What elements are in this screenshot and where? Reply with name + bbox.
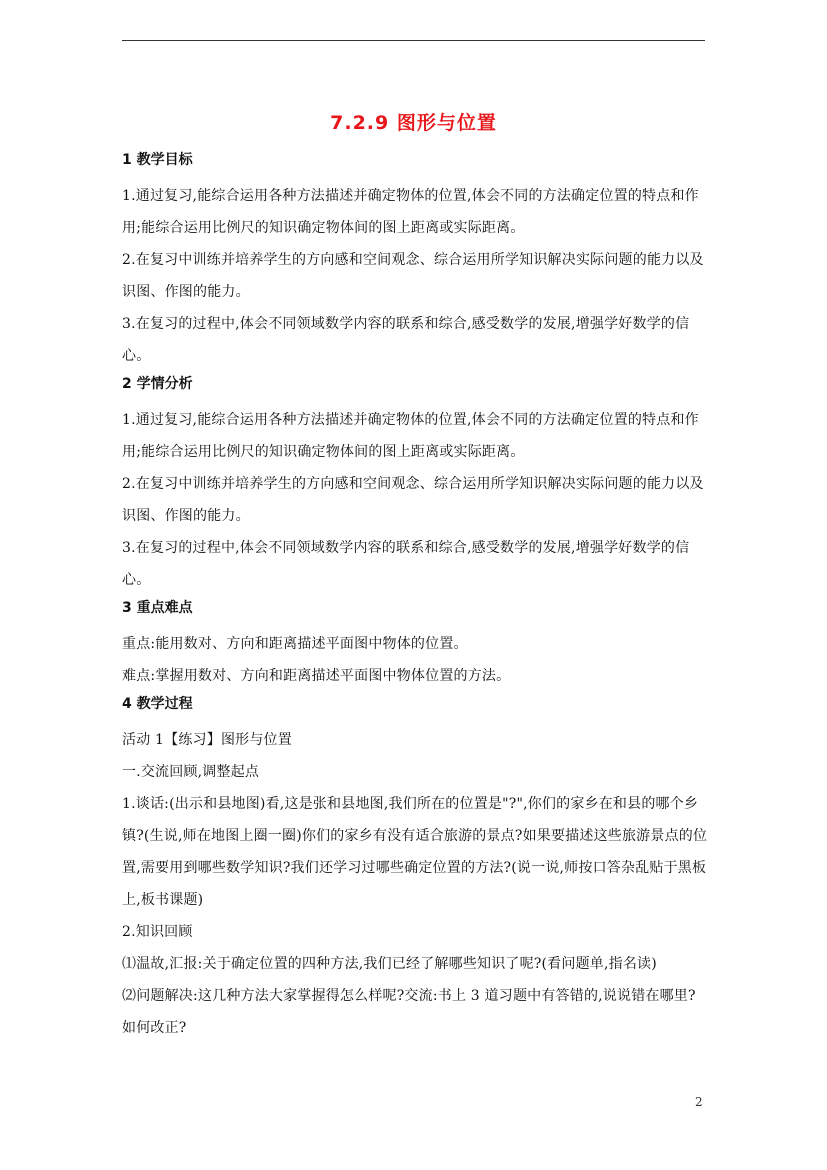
section-heading: 4 教学过程: [122, 696, 193, 712]
paragraph: 重点:能用数对、方向和距离描述平面图中物体的位置。: [122, 636, 468, 652]
paragraph: 活动 1【练习】图形与位置: [122, 732, 292, 748]
section-heading: 2 学情分析: [122, 376, 193, 392]
section-key-points: [122, 596, 708, 692]
header-rule: [122, 40, 705, 41]
paragraph: ⑵问题解决:这几种方法大家掌握得怎么样呢?交流:书上 3 道习题中有答错的,说说错在哪里?如何改正?: [122, 988, 696, 1036]
paragraph: 2.在复习中训练并培养学生的方向感和空间观念、综合运用所学知识解决实际问题的能力以及识图、作图的能力。: [122, 252, 704, 300]
paragraph: 1.谈话:(出示和县地图)看,这是张和县地图,我们所在的位置是"?",你们的家乡在和县的哪个乡镇?(生说,师在地图上圈一圈)你们的家乡有没有适合旅游的景点?如果要描述这些旅游景点的位置,需要用到哪些数学知识?我们还学习过哪些确定位置的方法?(说一说,师按口答杂乱贴于黑板上,板书课题): [122, 796, 708, 908]
paragraph: 3.在复习的过程中,体会不同领域数学内容的联系和综合,感受数学的发展,增强学好数学的信心。: [122, 316, 690, 364]
section-teaching-goals: [122, 148, 708, 372]
section-heading: 3 重点难点: [122, 600, 193, 616]
paragraph: 3.在复习的过程中,体会不同领域数学内容的联系和综合,感受数学的发展,增强学好数学的信心。: [122, 540, 690, 588]
section-teaching-process: [122, 692, 708, 1044]
paragraph: 1.通过复习,能综合运用各种方法描述并确定物体的位置,体会不同的方法确定位置的特点和作用;能综合运用比例尺的知识确定物体间的图上距离或实际距离。: [122, 412, 699, 460]
paragraph: 2.知识回顾: [122, 924, 193, 940]
paragraph: 一.交流回顾,调整起点: [122, 764, 260, 780]
paragraph: 2.在复习中训练并培养学生的方向感和空间观念、综合运用所学知识解决实际问题的能力以及识图、作图的能力。: [122, 476, 704, 524]
section-heading: 1 教学目标: [122, 152, 193, 168]
section-learning-analysis: [122, 372, 708, 596]
paragraph: 难点:掌握用数对、方向和距离描述平面图中物体位置的方法。: [122, 668, 511, 684]
paragraph: ⑴温故,汇报:关于确定位置的四种方法,我们已经了解哪些知识了呢?(看问题单,指名读): [122, 956, 657, 972]
paragraph: 1.通过复习,能综合运用各种方法描述并确定物体的位置,体会不同的方法确定位置的特点和作用;能综合运用比例尺的知识确定物体间的图上距离或实际距离。: [122, 188, 699, 236]
page-number: 2: [695, 1095, 703, 1109]
document-body: [122, 148, 708, 1044]
document-title: 7.2.9 图形与位置: [330, 112, 497, 134]
